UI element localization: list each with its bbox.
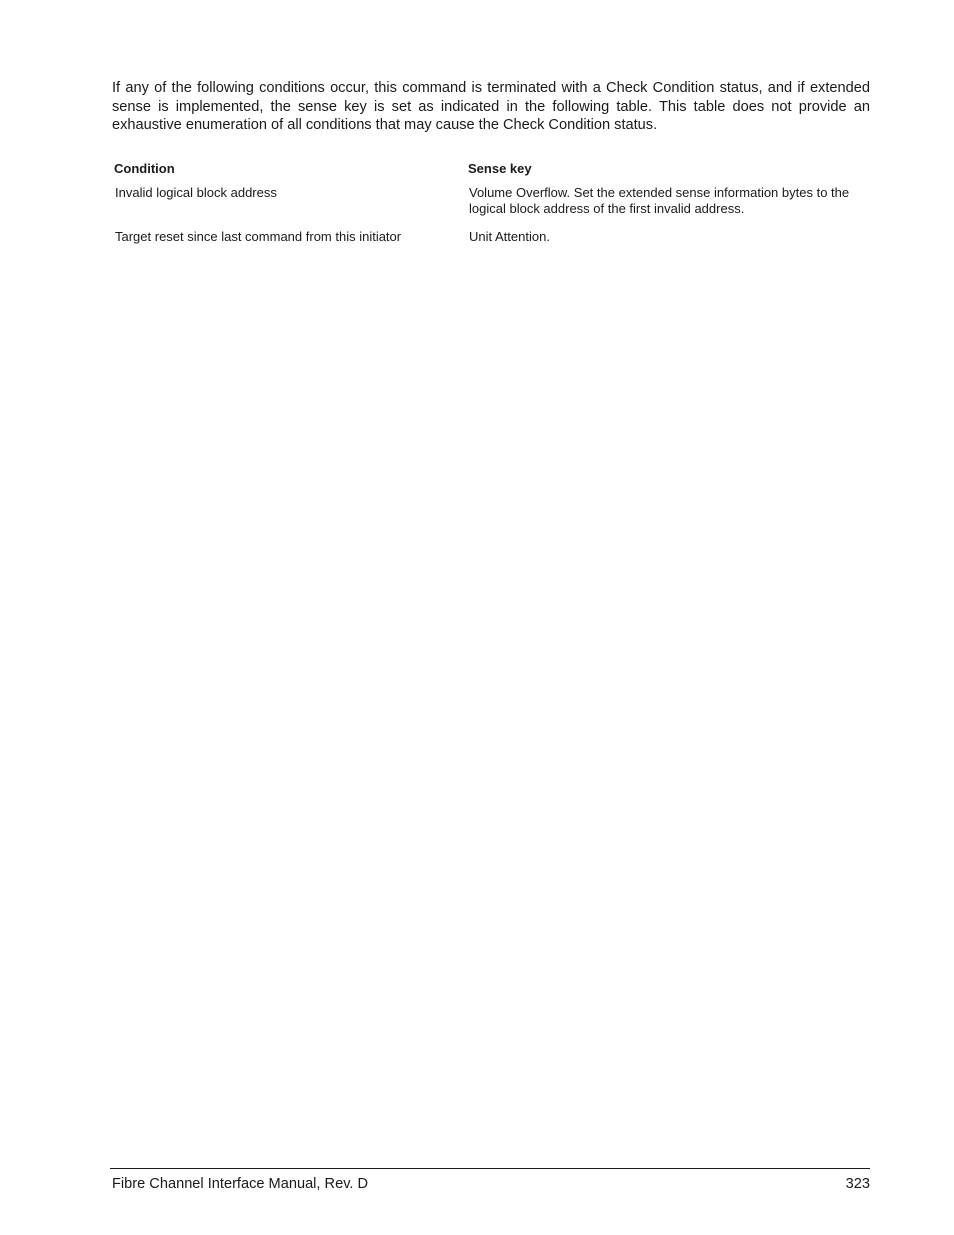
footer-manual-title: Fibre Channel Interface Manual, Rev. D	[112, 1176, 369, 1192]
row-condition: Target reset since last command from this initiator	[115, 229, 402, 244]
footer-page-number: 323	[845, 1176, 870, 1192]
row-condition: Invalid logical block address	[115, 185, 277, 200]
table-row	[112, 227, 870, 255]
row-sense-key: Volume Overflow. Set the extended sense information bytes to the logical block address of the first invalid address.	[469, 185, 850, 216]
row-sense-key: Unit Attention.	[469, 229, 550, 244]
table-header-row	[112, 159, 870, 183]
footer-divider	[110, 1168, 870, 1169]
intro-paragraph: If any of the following conditions occur, this command is terminated with a Check Condition status, and if extended sense is implemented, the sense key is set as indicated in the following table. This table does not provide an exhaustive enumeration of all conditions that may cause the Check Condition status.	[112, 80, 870, 133]
header-sense-key: Sense key	[468, 161, 532, 176]
condition-sense-key-table	[112, 159, 870, 255]
header-condition: Condition	[114, 161, 175, 176]
table-row	[112, 183, 870, 227]
